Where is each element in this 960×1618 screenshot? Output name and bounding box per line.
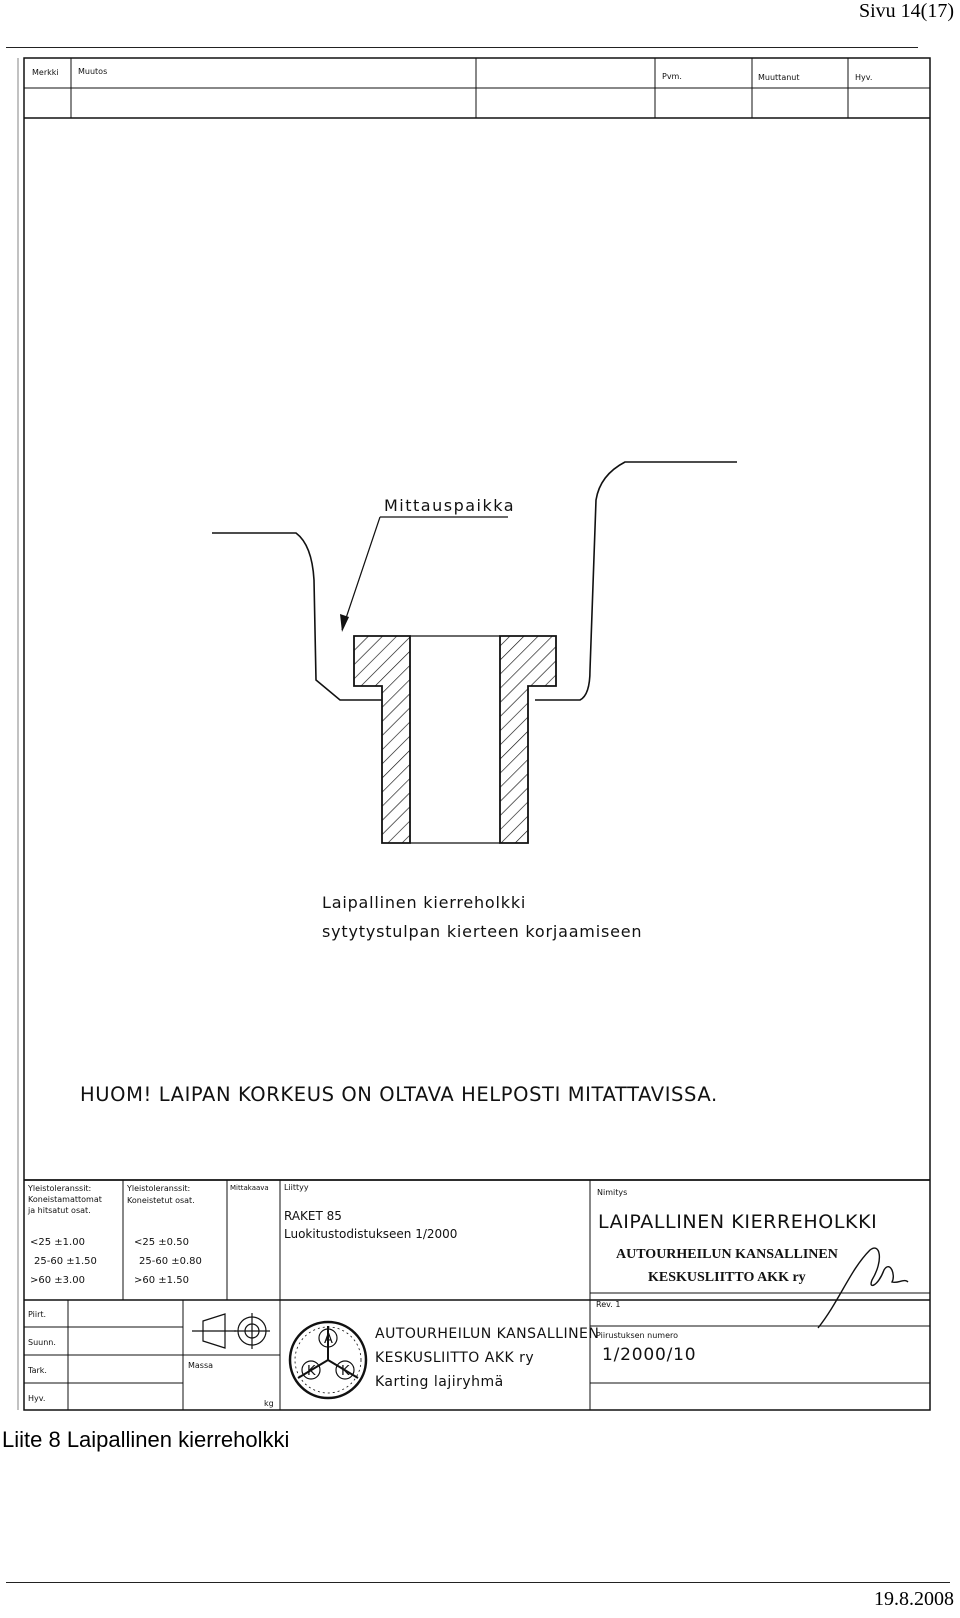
logo-letter-k2: K — [341, 1364, 350, 1379]
tol1-sub1: Koneistamattomat — [28, 1195, 102, 1204]
measurement-callout — [340, 496, 515, 632]
massa-label: Massa — [188, 1361, 214, 1370]
org-line1: AUTOURHEILUN KANSALLINEN — [375, 1326, 600, 1342]
tol1-row2: 25-60 ±1.50 — [34, 1256, 97, 1267]
bushing-section — [354, 636, 556, 843]
tol2-sub: Koneistetut osat. — [127, 1196, 195, 1205]
nimitys-label: Nimitys — [597, 1188, 628, 1197]
suunn-label: Suunn. — [28, 1338, 56, 1347]
tol2-title: Yleistoleranssit: — [127, 1184, 191, 1193]
tol1-row1: <25 ±1.00 — [30, 1237, 85, 1248]
liittyy-label: Liittyy — [284, 1183, 309, 1192]
drawing-name: LAIPALLINEN KIERREHOLKKI — [598, 1211, 878, 1233]
part-caption-line1: Laipallinen kierreholkki — [322, 893, 527, 912]
rev-pvm-label: Pvm. — [662, 72, 682, 81]
appendix-caption: Liite 8 Laipallinen kierreholkki — [2, 1427, 290, 1452]
page-number: Sivu 14(17) — [859, 0, 954, 22]
tark-label: Tark. — [28, 1366, 47, 1375]
rev-muuttanut-label: Muuttanut — [758, 73, 800, 82]
approval-stamp-line2: KESKUSLIITTO AKK ry — [648, 1270, 806, 1285]
projection-symbol — [192, 1313, 270, 1349]
drawing-number: 1/2000/10 — [602, 1345, 697, 1365]
footer-rule — [6, 1582, 950, 1583]
drawing-number-label: Piirustuksen numero — [596, 1331, 679, 1340]
rev-label: Rev. 1 — [596, 1300, 621, 1309]
org-line2: KESKUSLIITTO AKK ry — [375, 1350, 535, 1366]
rev-merkki-label: Merkki — [32, 68, 59, 77]
tol1-title: Yleistoleranssit: — [28, 1184, 92, 1193]
mittakaava-label: Mittakaava — [230, 1184, 269, 1192]
liittyy-line2: Luokitustodistukseen 1/2000 — [284, 1227, 458, 1241]
bushing-left-wall — [354, 636, 410, 843]
piirt-label: Piirt. — [28, 1310, 47, 1319]
tol2-row3: >60 ±1.50 — [134, 1275, 189, 1286]
callout-label: Mittauspaikka — [384, 496, 516, 515]
tol2-row2: 25-60 ±0.80 — [139, 1256, 202, 1267]
tol1-sub2: ja hitsatut osat. — [28, 1206, 91, 1215]
rev-hyv-label: Hyv. — [855, 73, 873, 82]
flange-note: HUOM! LAIPAN KORKEUS ON OLTAVA HELPOSTI MITATTAVISSA. — [80, 1083, 718, 1106]
tol1-row3: >60 ±3.00 — [30, 1275, 85, 1286]
approval-stamp-line1: AUTOURHEILUN KANSALLINEN — [616, 1247, 838, 1262]
liittyy-line1: RAKET 85 — [284, 1209, 342, 1223]
rev-muutos-label: Muutos — [78, 67, 108, 76]
revision-table — [24, 58, 930, 118]
logo-letter-a: A — [324, 1332, 333, 1347]
hyv-label: Hyv. — [28, 1394, 46, 1403]
logo-letter-k1: K — [307, 1364, 316, 1379]
drawing-frame — [24, 58, 930, 1410]
kg-label: kg — [264, 1399, 274, 1408]
akk-logo — [290, 1322, 366, 1398]
tol2-row1: <25 ±0.50 — [134, 1237, 189, 1248]
part-caption-line2: sytytystulpan kierteen korjaamiseen — [322, 922, 643, 941]
bushing-right-wall — [500, 636, 556, 843]
footer-date: 19.8.2008 — [874, 1588, 954, 1610]
org-line3: Karting lajiryhmä — [375, 1374, 504, 1390]
